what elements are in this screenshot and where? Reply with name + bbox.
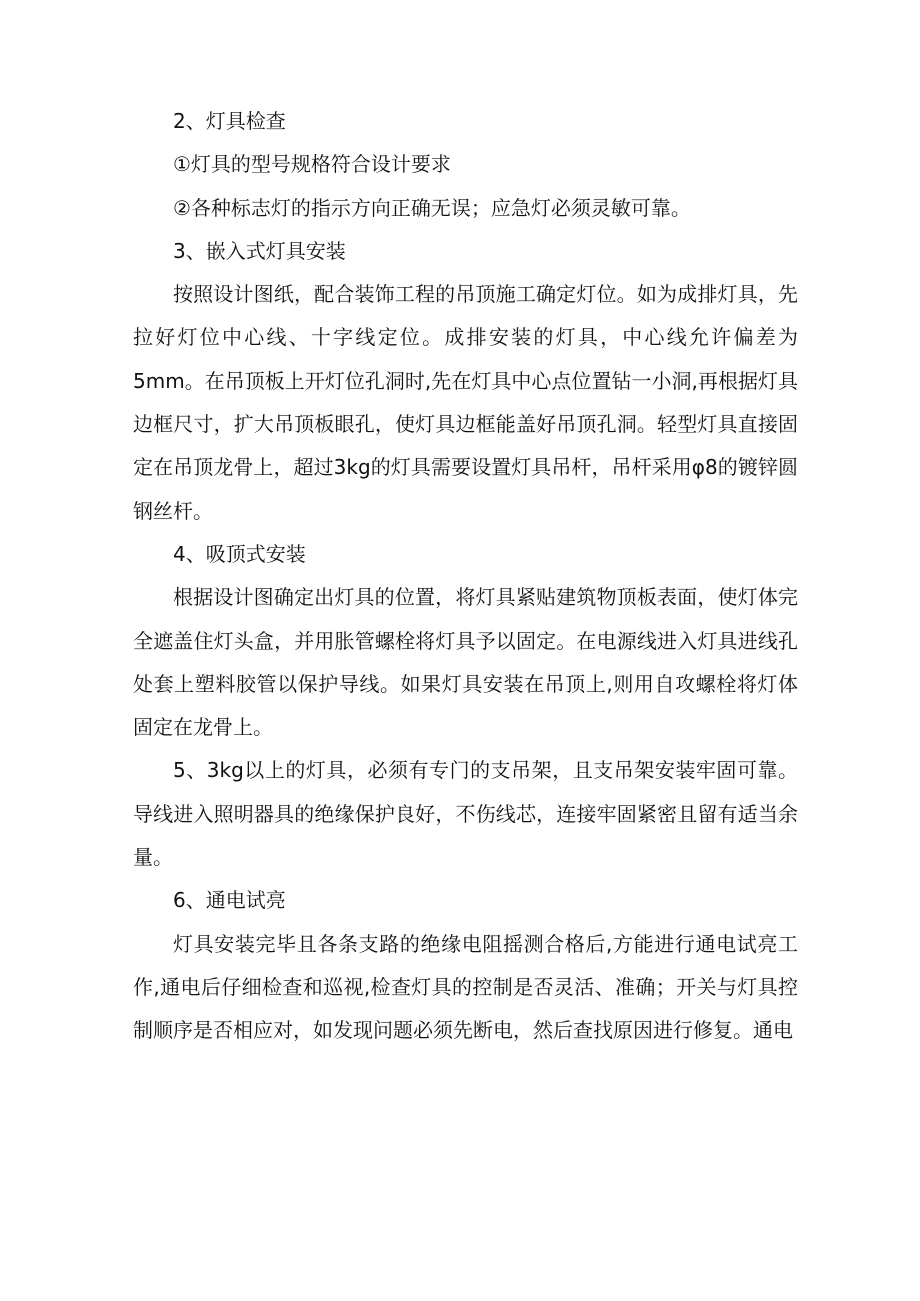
paragraph-sign-lamps: ②各种标志灯的指示方向正确无误；应急灯必须灵敏可靠。	[173, 195, 691, 220]
document-body	[133, 100, 798, 1053]
heading-power-test: 6、通电试亮	[173, 888, 286, 913]
heading-recessed-install: 3、嵌入式灯具安装	[173, 238, 346, 263]
paragraph-heavy-lamps: 5、3kg以上的灯具，必须有专门的支吊架，且支吊架安装牢固可靠。导线进入照明器具的绝缘保护良好，不伤线芯，连接牢固紧密且留有适当余量。	[133, 758, 798, 870]
paragraph-recessed-install: 按照设计图纸，配合装饰工程的吊顶施工确定灯位。如为成排灯具，先拉好灯位中心线、十字线定位。成排安装的灯具，中心线允许偏差为5mm。在吊顶板上开灯位孔洞时,先在灯具中心点位置钻一小洞,再根据灯具边框尺寸，扩大吊顶板眼孔，使灯具边框能盖好吊顶孔洞。轻型灯具直接固定在吊顶龙骨上，超过3kg的灯具需要设置灯具吊杆，吊杆采用φ8的镀锌圆钢丝杆。	[133, 282, 798, 523]
heading-lamp-inspection: 2、灯具检查	[173, 109, 286, 133]
paragraph-ceiling-mount: 根据设计图确定出灯具的位置，将灯具紧贴建筑物顶板表面，使灯体完全遮盖住灯头盒，并用胀管螺栓将灯具予以固定。在电源线进入灯具进线孔处套上塑料胶管以保护导线。如果灯具安装在吊顶上,则用自攻螺栓将灯体固定在龙骨上。	[133, 585, 798, 740]
paragraph-power-test: 灯具安装完毕且各条支路的绝缘电阻摇测合格后,方能进行通电试亮工作,通电后仔细检查和巡视,检查灯具的控制是否灵活、准确；开关与灯具控制顺序是否相应对，如发现问题必须先断电，然后查找原因进行修复。通电	[133, 931, 798, 1043]
paragraph-model-spec: ①灯具的型号规格符合设计要求	[173, 152, 451, 177]
heading-ceiling-mount: 4、吸顶式安装	[173, 541, 306, 566]
